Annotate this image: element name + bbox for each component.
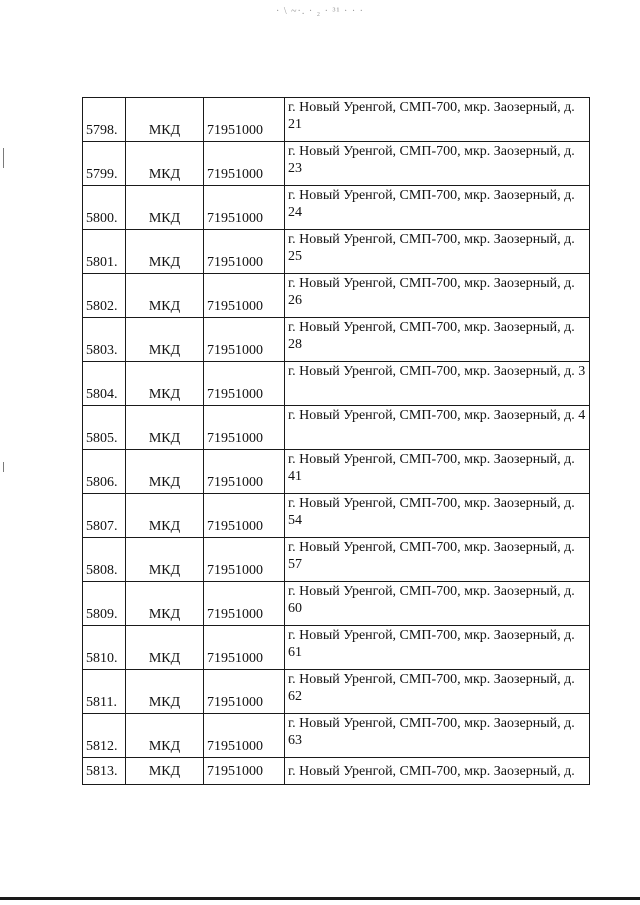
object-address: г. Новый Уренгой, СМП-700, мкр. Заозерный, д. 61 [285, 626, 590, 670]
object-address: г. Новый Уренгой, СМП-700, мкр. Заозерный, д. 4 [285, 406, 590, 450]
row-number: 5805. [83, 406, 126, 450]
row-number: 5808. [83, 538, 126, 582]
table-row [83, 230, 590, 274]
object-type: МКД [126, 186, 204, 230]
oktmo-code: 71951000 [204, 714, 285, 758]
table-row [83, 582, 590, 626]
oktmo-code: 71951000 [204, 98, 285, 142]
object-type: МКД [126, 274, 204, 318]
row-number: 5807. [83, 494, 126, 538]
object-address: г. Новый Уренгой, СМП-700, мкр. Заозерный, д. 62 [285, 670, 590, 714]
table-row [83, 362, 590, 406]
oktmo-code: 71951000 [204, 318, 285, 362]
scan-bottom-edge [0, 897, 640, 900]
object-type: МКД [126, 450, 204, 494]
table-row [83, 758, 590, 785]
object-type: МКД [126, 582, 204, 626]
object-address: г. Новый Уренгой, СМП-700, мкр. Заозерный, д. 24 [285, 186, 590, 230]
oktmo-code: 71951000 [204, 582, 285, 626]
page-header-marks: · \ ~·. · ₂ · ³¹ · · · [276, 6, 364, 17]
object-address: г. Новый Уренгой, СМП-700, мкр. Заозерный, д. 63 [285, 714, 590, 758]
table-row [83, 450, 590, 494]
object-address: г. Новый Уренгой, СМП-700, мкр. Заозерный, д. 60 [285, 582, 590, 626]
oktmo-code: 71951000 [204, 230, 285, 274]
oktmo-code: 71951000 [204, 670, 285, 714]
table-row [83, 538, 590, 582]
row-number: 5800. [83, 186, 126, 230]
row-number: 5803. [83, 318, 126, 362]
table-row [83, 142, 590, 186]
row-number: 5799. [83, 142, 126, 186]
object-type: МКД [126, 406, 204, 450]
table-row [83, 714, 590, 758]
oktmo-code: 71951000 [204, 186, 285, 230]
oktmo-code: 71951000 [204, 758, 285, 785]
table-row [83, 318, 590, 362]
object-type: МКД [126, 538, 204, 582]
row-number: 5812. [83, 714, 126, 758]
object-type: МКД [126, 362, 204, 406]
oktmo-code: 71951000 [204, 274, 285, 318]
table-row [83, 274, 590, 318]
object-address: г. Новый Уренгой, СМП-700, мкр. Заозерный, д. 21 [285, 98, 590, 142]
row-number: 5798. [83, 98, 126, 142]
object-type: МКД [126, 494, 204, 538]
object-address: г. Новый Уренгой, СМП-700, мкр. Заозерный, д. 54 [285, 494, 590, 538]
object-address: г. Новый Уренгой, СМП-700, мкр. Заозерный, д. 28 [285, 318, 590, 362]
object-type: МКД [126, 142, 204, 186]
row-number: 5804. [83, 362, 126, 406]
object-type: МКД [126, 318, 204, 362]
table-row [83, 98, 590, 142]
object-type: МКД [126, 714, 204, 758]
row-number: 5801. [83, 230, 126, 274]
oktmo-code: 71951000 [204, 362, 285, 406]
object-type: МКД [126, 626, 204, 670]
table-row [83, 406, 590, 450]
oktmo-code: 71951000 [204, 626, 285, 670]
object-type: МКД [126, 230, 204, 274]
oktmo-code: 71951000 [204, 450, 285, 494]
scan-mark-left-lower [3, 462, 4, 472]
oktmo-code: 71951000 [204, 538, 285, 582]
object-address: г. Новый Уренгой, СМП-700, мкр. Заозерный, д. 3 [285, 362, 590, 406]
table-row [83, 626, 590, 670]
object-address: г. Новый Уренгой, СМП-700, мкр. Заозерный, д. 41 [285, 450, 590, 494]
object-type: МКД [126, 670, 204, 714]
table-row [83, 670, 590, 714]
object-address: г. Новый Уренгой, СМП-700, мкр. Заозерный, д. 57 [285, 538, 590, 582]
row-number: 5806. [83, 450, 126, 494]
scan-mark-left [3, 148, 4, 168]
oktmo-code: 71951000 [204, 406, 285, 450]
object-address: г. Новый Уренгой, СМП-700, мкр. Заозерный, д. 23 [285, 142, 590, 186]
object-type: МКД [126, 98, 204, 142]
row-number: 5813. [83, 758, 126, 785]
row-number: 5811. [83, 670, 126, 714]
object-address: г. Новый Уренгой, СМП-700, мкр. Заозерный, д. [285, 758, 590, 785]
oktmo-code: 71951000 [204, 142, 285, 186]
table-row [83, 186, 590, 230]
registry-table [82, 97, 590, 785]
object-address: г. Новый Уренгой, СМП-700, мкр. Заозерный, д. 26 [285, 274, 590, 318]
object-address: г. Новый Уренгой, СМП-700, мкр. Заозерный, д. 25 [285, 230, 590, 274]
oktmo-code: 71951000 [204, 494, 285, 538]
row-number: 5810. [83, 626, 126, 670]
row-number: 5802. [83, 274, 126, 318]
table-row [83, 494, 590, 538]
row-number: 5809. [83, 582, 126, 626]
object-type: МКД [126, 758, 204, 785]
